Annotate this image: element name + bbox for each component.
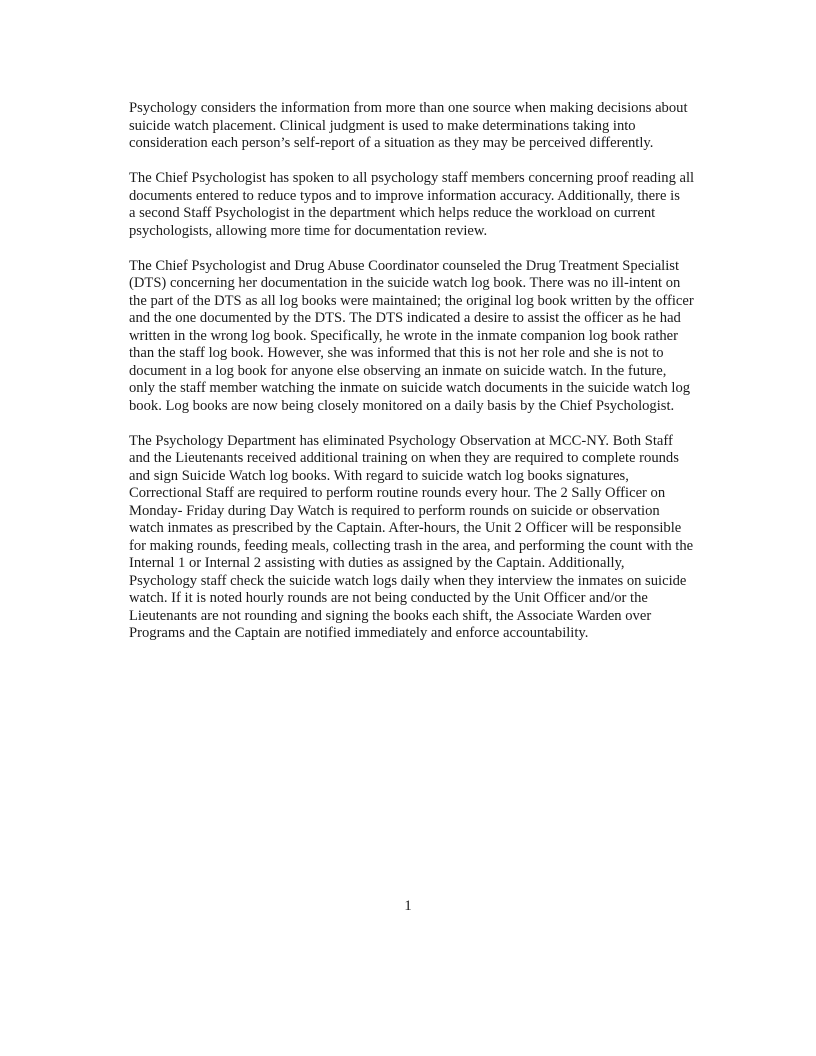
paragraph-psychology-observation: The Psychology Department has eliminated Psychology Observation at MCC-NY. Both Staff and the Lieutenants received additional training on when they are required to complete rounds and sign Suicide Watch log books. With regard to suicide watch log books signatures, Correctional Staff are required to perform routine rounds every hour. The 2 Sally Officer on Monday- Friday during Day Watch is required to perform rounds on suicide or observation watch inmates as prescribed by the Captain. After-hours, the Unit 2 Officer will be responsible for making rounds, feeding meals, collecting trash in the area, and performing the count with the Internal 1 or Internal 2 assisting with duties as assigned by the Captain. Additionally, Psychology staff check the suicide watch logs daily when they interview the inmates on suicide watch. If it is noted hourly rounds are not being conducted by the Unit Officer and/or the Lieutenants are not rounding and signing the books each shift, the Associate Warden over Programs and the Captain are notified immediately and enforce accountability. (129, 432, 694, 641)
document-body (129, 100, 699, 660)
paragraph-dts-counseling: The Chief Psychologist and Drug Abuse Coordinator counseled the Drug Treatment Specialist (DTS) concerning her documentation in the suicide watch log book. There was no ill-intent on the part of the DTS as all log books were maintained; the original log book written by the officer and the one documented by the DTS. The DTS indicated a desire to assist the officer as he had written in the wrong log book. Specifically, he wrote in the inmate companion log book rather than the staff log book. However, she was informed that this is not her role and she is not to document in a log book for anyone else observing an inmate on suicide watch. In the future, only the staff member watching the inmate on suicide watch documents in the suicide watch log book. Log books are now being closely monitored on a daily basis by the Chief Psychologist. (129, 257, 694, 414)
paragraph-proof-reading: The Chief Psychologist has spoken to all psychology staff members concerning proof reading all documents entered to reduce typos and to improve information accuracy. Additionally, there is a second Staff Psychologist in the department which helps reduce the workload on current psychologists, allowing more time for documentation review. (129, 170, 695, 239)
paragraph-suicide-watch-placement: Psychology considers the information from more than one source when making decisions about suicide watch placement. Clinical judgment is used to make determinations taking into consideration each person’s self-report of a situation as they may be perceived differently. (129, 100, 688, 151)
page-number: 1 (404, 898, 412, 914)
